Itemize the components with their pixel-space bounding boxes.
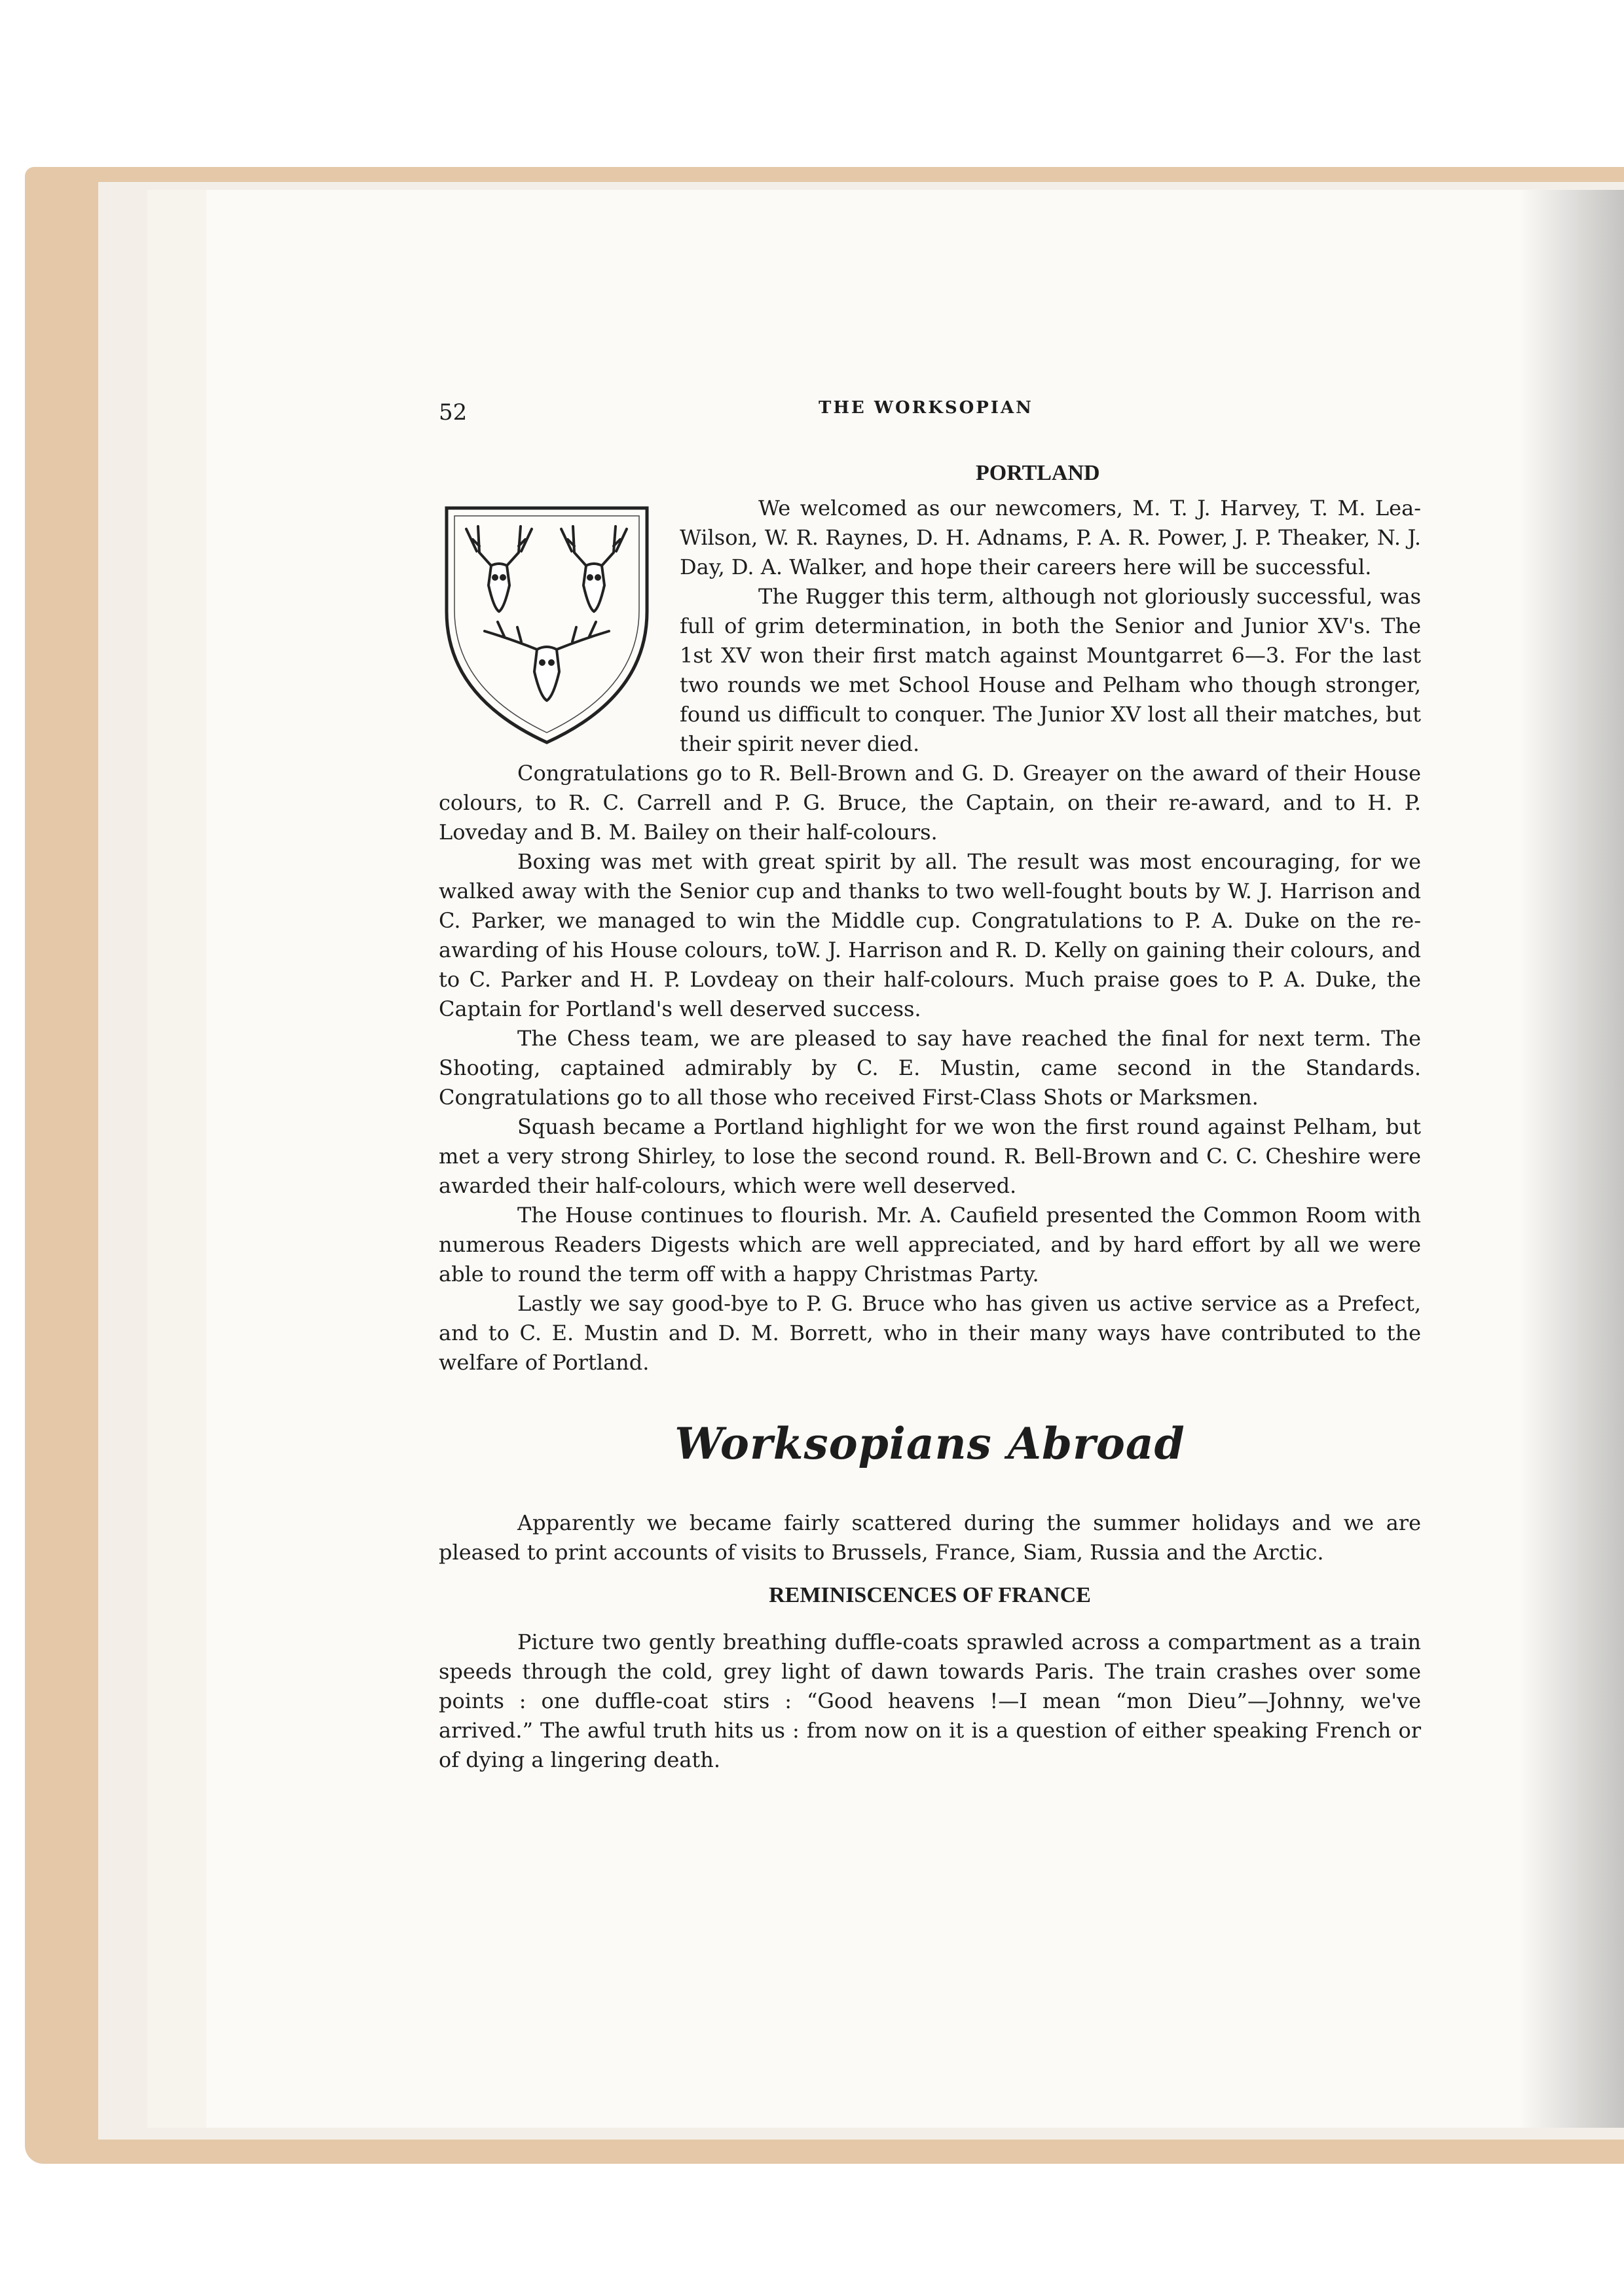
france-paragraph: Picture two gently breathing duffle-coats sprawled across a compartment as a train speeds through the cold, grey light of dawn towards Paris. The train crashes over some points : one duffle-coat stirs : “Good heavens !—I mean “mon Dieu”—Johnny, we've arrived.” The awful truth hits us : from now on it is a question of either speaking French or of dying a lingering death. (439, 1630, 1421, 1772)
page-number: 52 (439, 399, 468, 426)
portland-paragraph: Boxing was met with great spirit by all. The result was most encouraging, for we walked away with the Senior cup and thanks to two well-fought bouts by W. J. Harrison and C. Parker, we managed to win the Middle cup. Congratulations to P. A. Duke on the re-awarding of his House colours, toW. J. Harrison and R. D. Kelly on gaining their colours, and to C. Parker and H. P. Lovdeay on their half-colours. Much praise goes to P. A. Duke, the Captain for Portland's well deserved success. (439, 849, 1421, 1021)
portland-paragraph: We welcomed as our newcomers, M. T. J. Harvey, T. M. Lea-Wilson, W. R. Raynes, D. H. Adnams, P. A. R. Power, J. P. Theaker, N. J. Day, D. A. Walker, and hope their careers here will be successful. (680, 496, 1421, 579)
reminiscences-of-france-heading: REMINISCENCES OF FRANCE (769, 1583, 1091, 1607)
section-heading-portland: PORTLAND (976, 461, 1100, 485)
portland-paragraph: The Chess team, we are pleased to say have reached the final for next term. The Shooting, captained admirably by C. E. Mustin, came second in the Standards. Congratulations go to all those who received First-Class Shots or Marksmen. (439, 1026, 1421, 1110)
journal-title: THE WORKSOPIAN (819, 398, 1033, 418)
abroad-intro-paragraph: Apparently we became fairly scattered during the summer holidays and we are pleased to print accounts of visits to Brussels, France, Siam, Russia and the Arctic. (439, 1510, 1421, 1565)
portland-section (439, 494, 1421, 1377)
gutter-shadow (1519, 190, 1624, 2128)
stag-heads-crest-icon (439, 500, 655, 749)
page-text-block (439, 386, 1421, 1775)
running-header (439, 386, 1421, 426)
portland-paragraph: The House continues to flourish. Mr. A. Caufield presented the Common Room with numerous Readers Digests which are well appreciated, and by hard effort by all we were able to round the term off with a happy Christmas Party. (439, 1203, 1421, 1286)
portland-paragraph: The Rugger this term, although not gloriously successful, was full of grim determination, in both the Senior and Junior XV's. The 1st XV won their first match against Mountgarret 6—3. For the last two rounds we met School House and Pelham who though stronger, found us difficult to conquer. The Junior XV lost all their matches, but their spirit never died. (680, 584, 1421, 756)
worksopians-abroad-title: Worksopians Abroad (674, 1418, 1185, 1469)
portland-paragraph: Lastly we say good-bye to P. G. Bruce who has given us active service as a Prefect, and to C. E. Mustin and D. M. Borrett, who in their many ways have contributed to the welfare of Portland. (439, 1291, 1421, 1375)
portland-paragraph: Squash became a Portland highlight for we won the first round against Pelham, but met a very strong Shirley, to lose the second round. R. Bell-Brown and C. C. Cheshire were awarded their half-colours, which were well deserved. (439, 1114, 1421, 1198)
portland-paragraph: Congratulations go to R. Bell-Brown and G. D. Greayer on the award of their House colours, to R. C. Carrell and P. G. Bruce, the Captain, on their re-award, and to H. P. Loveday and B. M. Bailey on their half-colours. (439, 761, 1421, 845)
